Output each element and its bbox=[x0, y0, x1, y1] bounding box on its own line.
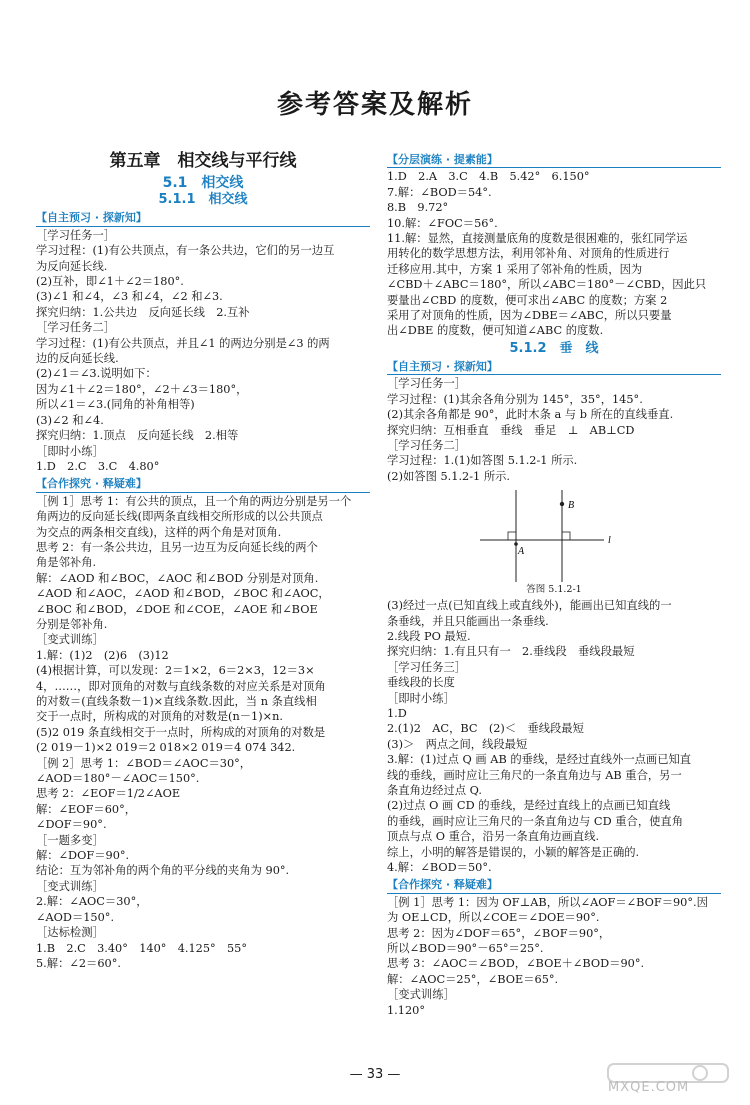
answer-line: (5)2 019 条直线相交于一点时，所构成的对顶角的对数是 bbox=[36, 725, 326, 739]
answer-line: 因为∠1＋∠2＝180°，∠2＋∠3＝180°， bbox=[36, 382, 248, 396]
answer-line: 5.解：∠2＝60°. bbox=[36, 956, 121, 970]
answer-line: ［学习任务一］ bbox=[36, 228, 116, 242]
answer-line: 所以∠BOD＝90°－65°＝25°. bbox=[387, 942, 544, 956]
answer-line: (3)＞ 两点之间，线段最短 bbox=[387, 737, 528, 751]
answer-line: (2)∠1＝∠3.说明如下： bbox=[36, 367, 157, 381]
answer-line: ［例 1］思考 1：因为 OF⊥AB，所以∠AOF＝∠BOF＝90°.因 bbox=[387, 895, 708, 909]
answer-line: 角两边的反向延长线(即两条直线相交所形成的以公共顶点 bbox=[36, 510, 323, 524]
answer-line: 思考 2：∠EOF＝1/2∠AOE bbox=[36, 787, 181, 801]
section-bar: 【自主预习 · 探新知】 bbox=[387, 359, 721, 375]
answer-line: 角是邻补角. bbox=[36, 556, 97, 570]
watermark-text: MXQE.COM bbox=[608, 1080, 690, 1095]
answer-line: (4)根据计算，可以发现：2＝1×2，6＝2×3，12＝3× bbox=[36, 664, 315, 678]
answer-line: 思考 2：有一条公共边，且另一边互为反向延长线的两个 bbox=[36, 540, 318, 554]
answer-line: 出∠DBE 的度数，便可知道∠ABC 的度数. bbox=[387, 324, 604, 338]
answer-line: 采用了对顶角的性质，因为∠DBE＝∠ABC，所以只要量 bbox=[387, 309, 672, 323]
chapter-heading: 第五章 相交线与平行线 bbox=[109, 151, 297, 171]
answer-line: 解：∠AOD 和∠BOC，∠AOC 和∠BOD 分别是对顶角. bbox=[36, 571, 319, 585]
label-l: l bbox=[608, 535, 611, 547]
answer-line: (2)如答图 5.1.2-1 所示. bbox=[387, 469, 511, 483]
answer-line: 1.解：(1)2 (2)6 (3)12 bbox=[36, 648, 169, 662]
answer-line: 3.解：(1)过点 Q 画 AB 的垂线，是经过直线外一点画已知直 bbox=[387, 753, 692, 767]
answer-line: 探究归纳：1.顶点 反向延长线 2.相等 bbox=[36, 429, 239, 443]
label-b: B bbox=[568, 500, 575, 512]
answer-line: ［即时小练］ bbox=[36, 444, 104, 458]
answer-line: 垂线段的长度 bbox=[387, 676, 455, 690]
answer-line: ［学习任务三］ bbox=[387, 660, 467, 674]
answer-line: 顶点与点 O 重合，沿另一条直角边画直线. bbox=[387, 830, 600, 844]
answer-line: 为交点的两条相交直线)，这样的两个角是对顶角. bbox=[36, 525, 282, 539]
answer-line: ［学习任务二］ bbox=[36, 321, 116, 335]
answer-line: ∠BOC 和∠BOD，∠DOE 和∠COE，∠AOE 和∠BOE bbox=[36, 602, 318, 616]
page-title: 参考答案及解析 bbox=[276, 90, 473, 120]
answer-line: ∠AOD＝180°－∠AOC＝150°. bbox=[36, 772, 200, 786]
figure-caption: 答图 5.1.2-1 bbox=[526, 584, 582, 596]
answer-line: 10.解：∠FOC＝56°. bbox=[387, 216, 498, 230]
answer-line: 7.解：∠BOD＝54°. bbox=[387, 185, 492, 199]
right-content-mid bbox=[387, 359, 721, 484]
answer-line: 2.解：∠AOC＝30°， bbox=[36, 895, 148, 909]
answer-line: ［变式训练］ bbox=[36, 633, 104, 647]
answer-line: 要量出∠CBD 的度数，便可求出∠ABC 的度数；方案 2 bbox=[387, 293, 668, 307]
answer-line: ［例 2］思考 1：∠BOD＝∠AOC＝30°， bbox=[36, 756, 252, 770]
answer-line: 所以∠1＝∠3.(同角的补角相等) bbox=[36, 398, 195, 412]
answer-line: 1.D 2.A 3.C 4.B 5.42° 6.150° bbox=[387, 170, 590, 184]
answer-line: ［达标检测］ bbox=[36, 926, 104, 940]
answer-line: 思考 2：因为∠DOF＝65°，∠BOF＝90°， bbox=[387, 926, 611, 940]
answer-line: (2)其余各角都是 90°，此时木条 a 与 b 所在的直线垂直. bbox=[387, 408, 674, 422]
figure-perpendicular bbox=[387, 488, 721, 596]
answer-line: 解：∠EOF＝60°， bbox=[36, 802, 137, 816]
answer-line: (3)∠2 和∠4. bbox=[36, 413, 104, 427]
answer-line: 8.B 9.72° bbox=[387, 201, 449, 215]
answer-line: 交于一点时，所构成的对顶角的对数是(n－1)×n. bbox=[36, 710, 283, 724]
page-number: — 33 — bbox=[349, 1067, 401, 1082]
answer-line: 学习过程：(1)有公共顶点，并且∠1 的两边分别是∠3 的两 bbox=[36, 336, 330, 350]
answer-line: 线的垂线，画时应让三角尺的一条直角边与 AB 重合，另一 bbox=[387, 768, 682, 782]
answer-line: 解：∠DOF＝90°. bbox=[36, 849, 130, 863]
answer-line: ［一题多变］ bbox=[36, 833, 104, 847]
answer-line: ∠CBD＋∠ABC＝180°，所以∠ABC＝180°－∠CBD，因此只 bbox=[387, 278, 707, 292]
section-bar: 【合作探究 · 释疑难】 bbox=[387, 877, 721, 893]
answer-line: ∠AOD＝150°. bbox=[36, 910, 115, 924]
section-bar: 【合作探究 · 释疑难】 bbox=[36, 476, 370, 492]
section-heading: 5.1 相交线 bbox=[162, 175, 244, 192]
answer-line: 2.(1)2 AC，BC (2)＜ 垂线段最短 bbox=[387, 722, 584, 736]
answer-line: 1.120° bbox=[387, 1003, 425, 1017]
answer-line: 1.B 2.C 3.40° 140° 4.125° 55° bbox=[36, 941, 248, 955]
answer-line: 探究归纳：互相垂直 垂线 垂足 ⊥ AB⊥CD bbox=[387, 423, 635, 437]
answer-line: 的垂线，画时应让三角尺的一条直角边与 CD 重合，使直角 bbox=[387, 814, 684, 828]
answer-line: 解：∠AOC＝25°，∠BOE＝65°. bbox=[387, 972, 559, 986]
perpendicular-diagram bbox=[474, 488, 634, 584]
subsection-heading: 5.1.1 相交线 bbox=[158, 192, 248, 208]
answer-line: ［变式训练］ bbox=[36, 879, 104, 893]
answer-line: (2)过点 O 画 CD 的垂线，是经过直线上的点画已知直线 bbox=[387, 799, 671, 813]
answer-line: 学习过程：(1)有公共顶点，有一条公共边，它们的另一边互 bbox=[36, 244, 335, 258]
label-a: A bbox=[518, 546, 525, 558]
answer-line: 学习过程：(1)其余各角分别为 145°，35°，145°. bbox=[387, 392, 643, 406]
answer-line: 1.D bbox=[387, 706, 407, 720]
answer-line: 为反向延长线. bbox=[36, 259, 108, 273]
answer-line: 迁移应用.其中，方案 1 采用了邻补角的性质，因为 bbox=[387, 262, 643, 276]
answer-line: 探究归纳：1.公共边 反向延长线 2.互补 bbox=[36, 305, 250, 319]
answer-line: 为 OE⊥CD，所以∠COE＝∠DOE＝90°. bbox=[387, 911, 600, 925]
subsection-heading-2: 5.1.2 垂 线 bbox=[509, 340, 599, 356]
answer-line: (3)∠1 和∠4，∠3 和∠4，∠2 和∠3. bbox=[36, 290, 223, 304]
answer-line: (3)经过一点(已知直线上或直线外)，能画出已知直线的一 bbox=[387, 599, 672, 613]
answer-line: 条直角边经过点 Q. bbox=[387, 784, 482, 797]
answer-line: 条垂线，并且只能画出一条垂线. bbox=[387, 614, 549, 628]
answer-line: 用转化的数学思想方法，利用邻补角、对顶角的性质进行 bbox=[387, 247, 670, 261]
answer-line: ∠DOF＝90°. bbox=[36, 818, 107, 832]
right-content-bottom bbox=[387, 598, 721, 1018]
answer-line: 学习过程：1.(1)如答图 5.1.2-1 所示. bbox=[387, 454, 578, 468]
left-content bbox=[36, 210, 370, 971]
answer-line: ［学习任务二］ bbox=[387, 438, 467, 452]
answer-line: 综上，小明的解答是错误的，小颖的解答是正确的. bbox=[387, 845, 640, 859]
answer-line: 的对数＝(直线条数－1)×直线条数.因此，当 n 条直线相 bbox=[36, 695, 317, 708]
answer-line: ［学习任务一］ bbox=[387, 377, 467, 391]
answer-line: 4.解：∠BOD＝50°. bbox=[387, 861, 492, 875]
answer-line: 分别是邻补角. bbox=[36, 617, 108, 631]
answer-line: 11.解：显然，直接测量底角的度数是很困难的，张红同学运 bbox=[387, 232, 688, 246]
answer-line: ∠AOD 和∠AOC，∠AOD 和∠BOD，∠BOC 和∠AOC， bbox=[36, 587, 330, 601]
section-bar: 【分层演练 · 提素能】 bbox=[387, 152, 721, 168]
answer-line: 结论：互为邻补角的两个角的平分线的夹角为 90°. bbox=[36, 864, 290, 878]
answer-line: 边的反向延长线. bbox=[36, 352, 119, 366]
answer-line: ［例 1］思考 1：有公共的顶点，且一个角的两边分别是另一个 bbox=[36, 494, 352, 508]
answer-line: 探究归纳：1.有且只有一 2.垂线段 垂线段最短 bbox=[387, 645, 635, 659]
answer-line: ［即时小练］ bbox=[387, 691, 455, 705]
answer-line: 2.线段 PO 最短. bbox=[387, 629, 471, 643]
answer-line: 4，……，即对顶角的对数与直线条数的对应关系是对顶角 bbox=[36, 679, 326, 693]
left-column bbox=[36, 150, 370, 971]
section-bar: 【自主预习 · 探新知】 bbox=[36, 210, 370, 226]
answer-line: ［变式训练］ bbox=[387, 988, 455, 1002]
answer-line: (2)互补，即∠1＋∠2＝180°. bbox=[36, 275, 184, 289]
answer-line: (2 019－1)×2 019＝2 018×2 019＝4 074 342. bbox=[36, 741, 296, 755]
answer-line: 思考 3：∠AOC＝∠BOD，∠BOE＋∠BOD＝90°. bbox=[387, 957, 645, 971]
answer-line: 1.D 2.C 3.C 4.80° bbox=[36, 459, 160, 473]
right-content-top bbox=[387, 152, 721, 339]
right-column bbox=[387, 150, 721, 1018]
